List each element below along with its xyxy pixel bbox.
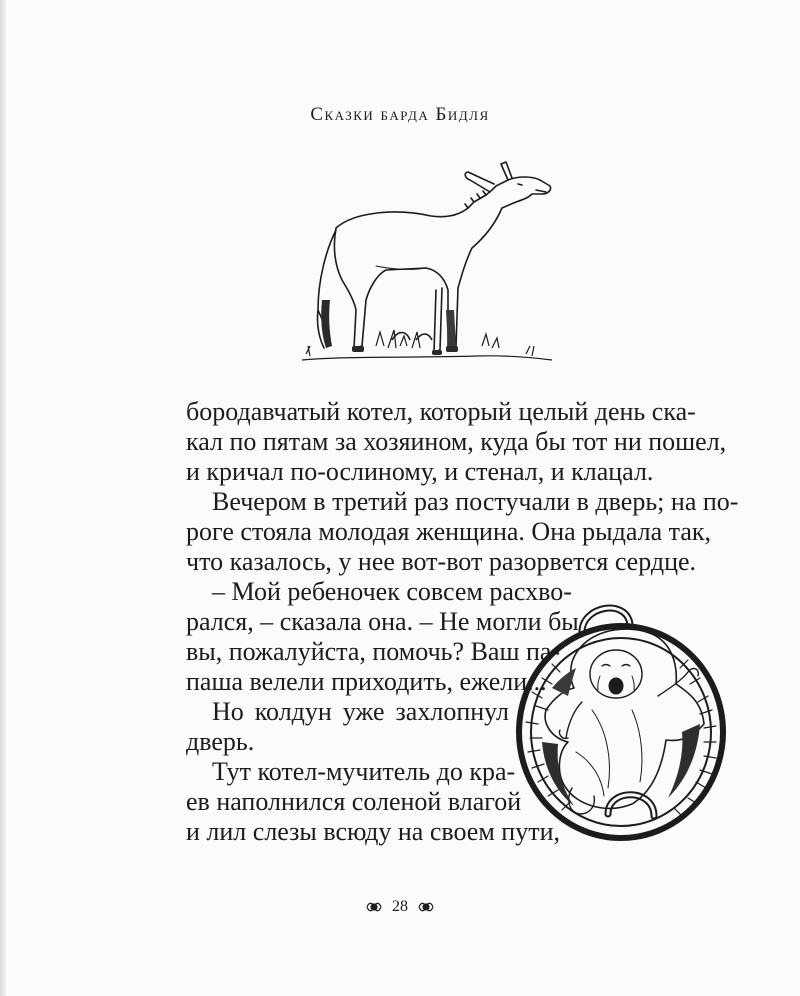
floral-ornament-icon <box>416 899 436 915</box>
page-number <box>0 898 800 916</box>
text-line: Тут котел-мучитель до кра- <box>212 757 516 786</box>
text-line: Но колдун уже захлопнул <box>212 697 509 726</box>
page-number-text: 28 <box>392 898 408 915</box>
crying-baby-in-basket-icon <box>512 592 730 850</box>
running-title: Сказки барда Бидля <box>310 104 490 125</box>
text-line: ев наполнился соленой влагой <box>186 787 522 816</box>
text-line: бородавчатый котел, который целый день ска- <box>186 397 696 426</box>
text-line: и лил слезы всюду на своем пути, <box>186 817 560 846</box>
braying-donkey-icon <box>296 150 558 376</box>
text-line: дверь. <box>186 727 255 756</box>
text-line: и кричал по-ослиному, и стенал, и клацал. <box>186 457 654 486</box>
page-edge <box>0 0 6 996</box>
text-line: роге стояла молодая женщина. Она рыдала так, <box>186 517 711 546</box>
text-line: кал по пятам за хозяином, куда бы тот ни пошел, <box>186 427 727 456</box>
text-line: Вечером в третий раз постучали в дверь; на по- <box>212 487 739 516</box>
text-line: что казалось, у нее вот-вот разорвется сердце. <box>186 547 697 576</box>
text-line: паша велели приходить, ежели... <box>186 667 547 696</box>
text-line: – Мой ребеночек совсем расхво- <box>212 577 572 606</box>
text-line: рался, – сказала она. – Не могли бы <box>186 607 579 636</box>
floral-ornament-icon <box>364 899 384 915</box>
text-line: вы, пожалуйста, помочь? Ваш па- <box>186 637 561 666</box>
